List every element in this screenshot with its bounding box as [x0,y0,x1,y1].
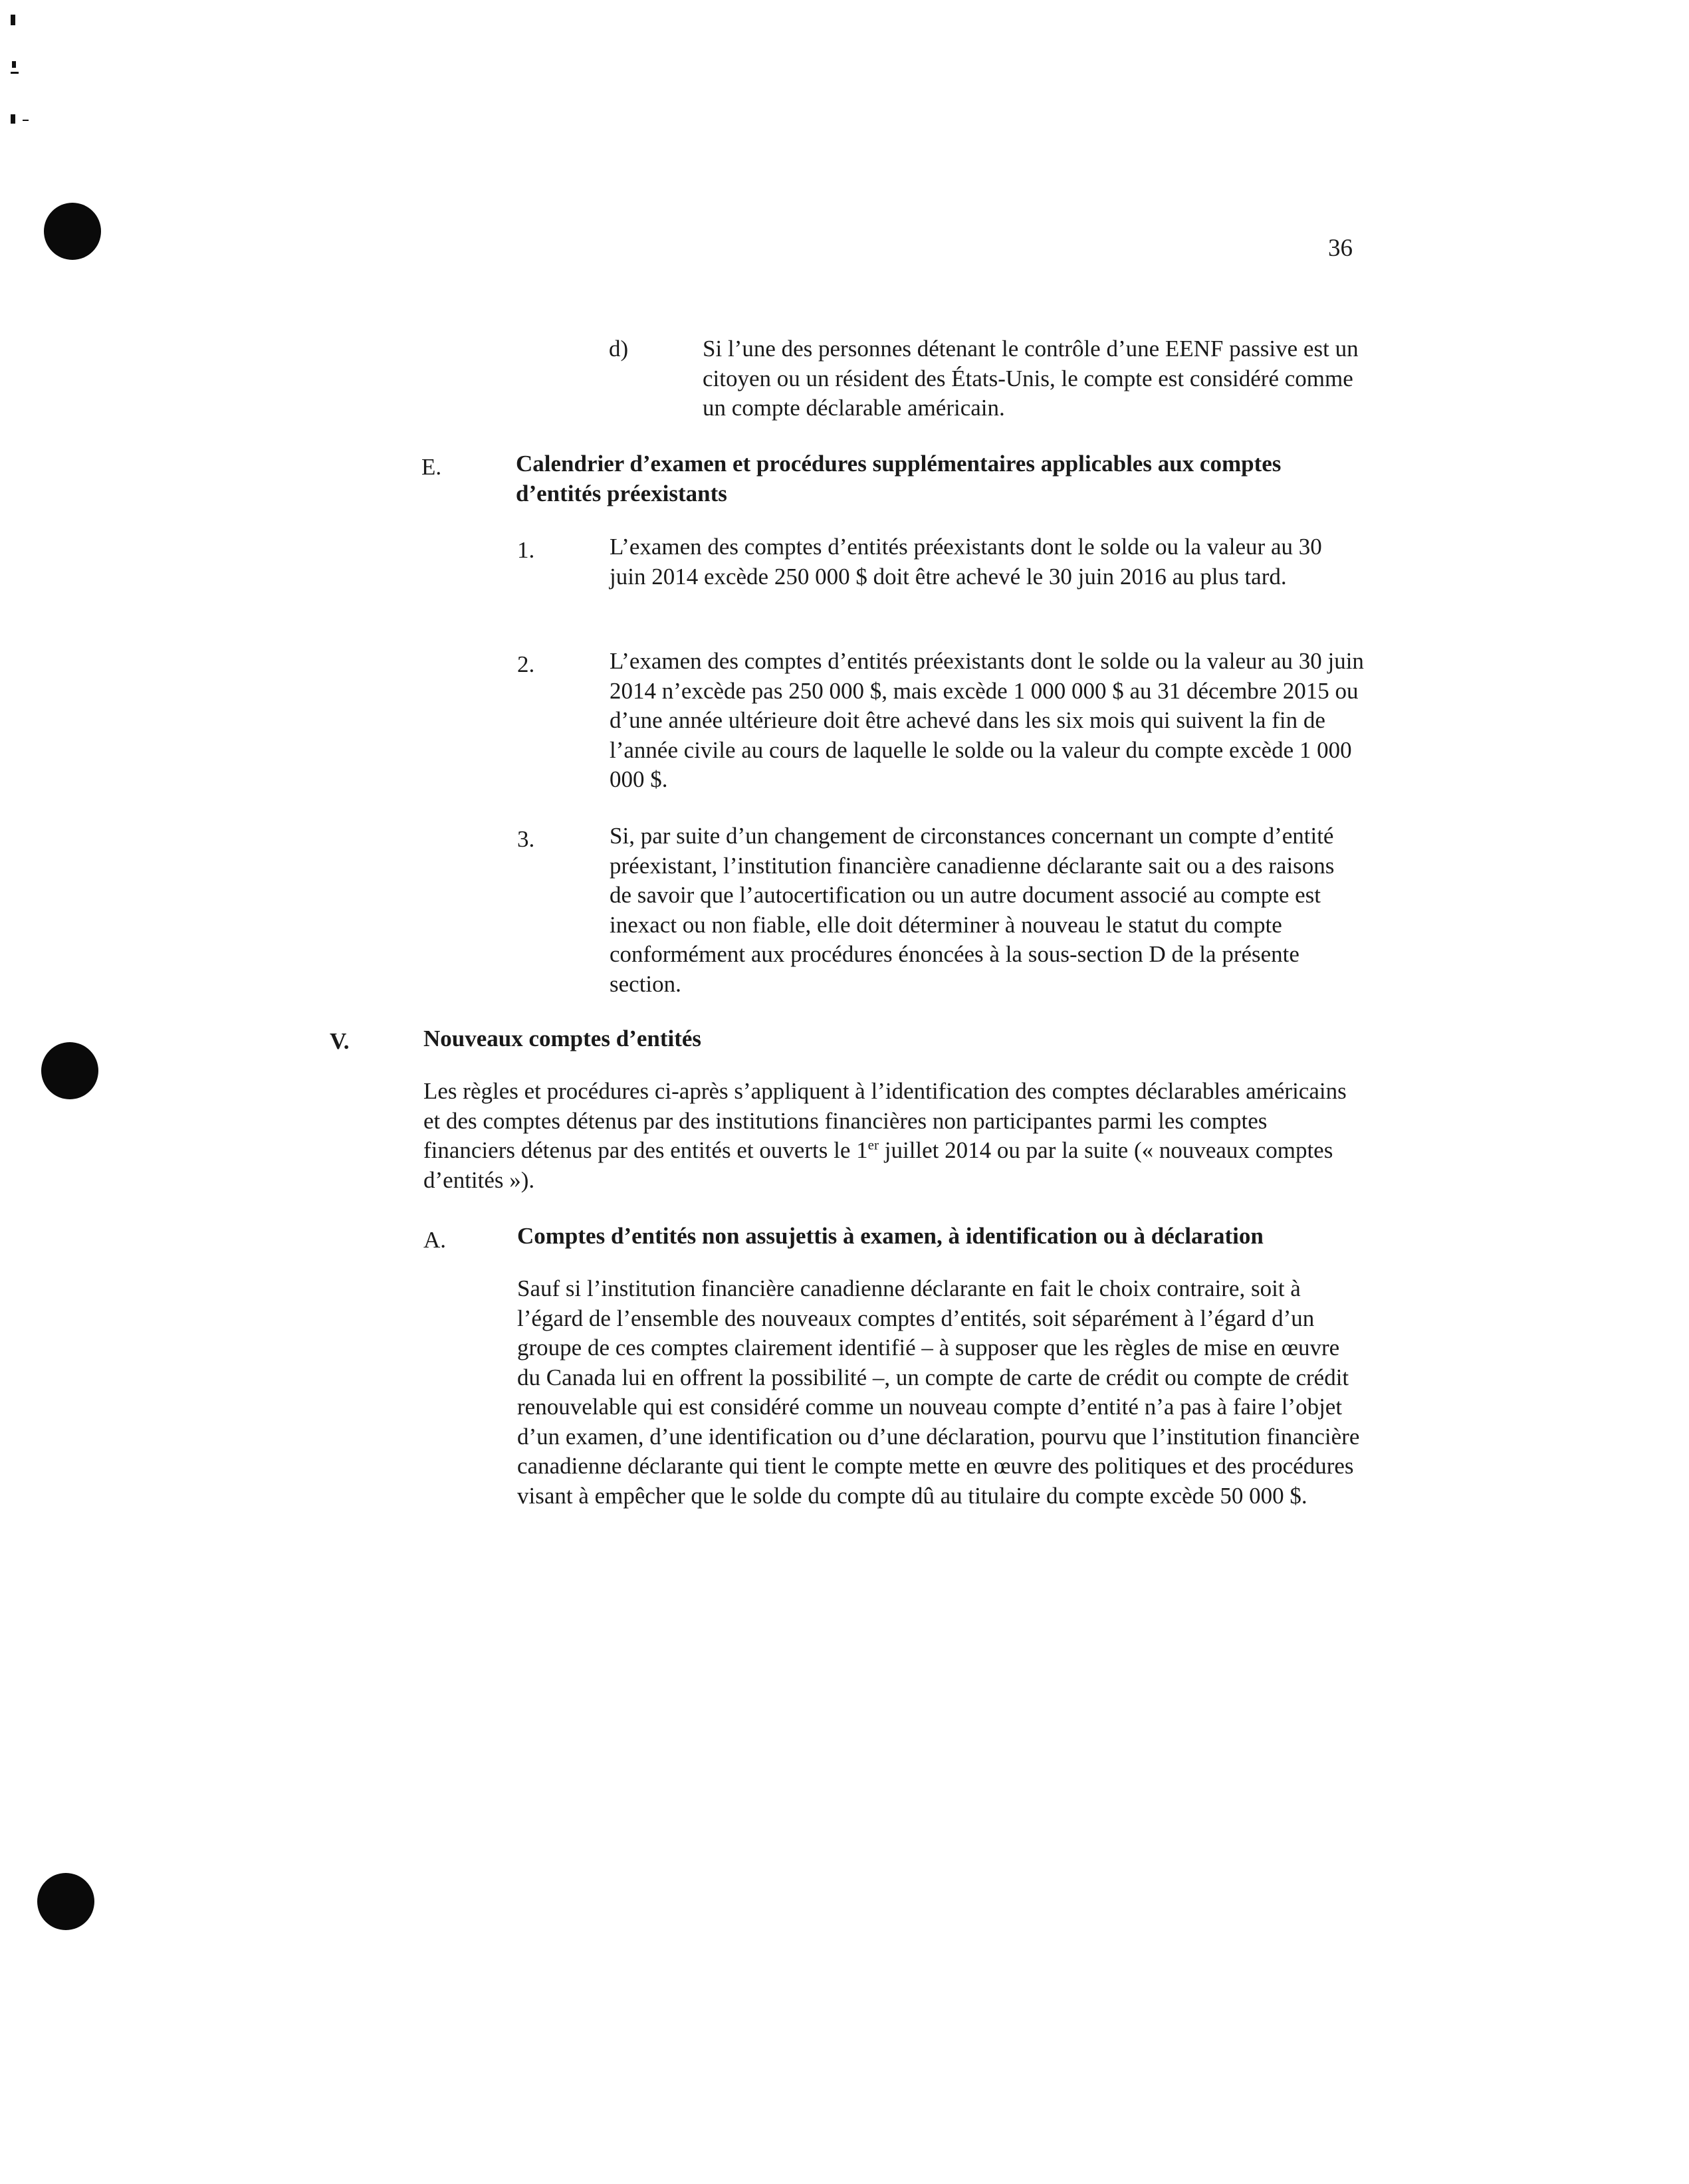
section-v-intro-text: Les règles et procédures ci-après s’appliquent à l’identification des comptes déclarables américains et des comptes détenus par des institutions financières non participantes parmi les comptes financiers détenus par des entités et ouverts le 1 [423,1078,1347,1163]
section-v-label: V. [330,1028,350,1054]
binder-hole [37,1873,94,1930]
scan-mark [11,72,19,74]
binder-hole [44,203,101,260]
section-e-item-1-label: 1. [517,537,535,563]
scan-mark [12,61,16,68]
section-e-item-1-text: L’examen des comptes d’entités préexistants dont le solde ou la valeur au 30 juin 2014 excède 250 000 $ doit être achevé le 30 juin 2016 au plus tard. [610,534,1322,590]
section-e-item-2-label: 2. [517,651,535,677]
section-e-item-2-text: L’examen des comptes d’entités préexistants dont le solde ou la valeur au 30 juin 2014 n’excède pas 250 000 $, mais excède 1 000 000 $ au 31 décembre 2015 ou d’une année ultérieure doit être achevé dans les six mois qui suivent la fin de l’année civile au cours de laquelle le solde ou la valeur du compte excède 1 000 000 $. [610,648,1364,792]
subsection-a-heading: Comptes d’entités non assujettis à examen, à identification ou à déclaration [517,1223,1264,1249]
section-v-intro-superscript: er [867,1137,879,1153]
binder-hole [41,1042,98,1099]
section-e-item-3-text: Si, par suite d’un changement de circonstances concernant un compte d’entité préexistant, l’institution financière canadienne déclarante sait ou a des raisons de savoir que l’autocertification ou un autre document associé au compte est inexact ou non fiable, elle doit déterminer à nouveau le statut du compte conformément aux procédures énoncées à la sous-section D de la présente section. [610,823,1335,997]
section-e-heading: Calendrier d’examen et procédures supplémentaires applicables aux comptes d’entités préexistants [516,451,1282,506]
scan-mark [11,114,15,124]
subsection-a-text: Sauf si l’institution financière canadienne déclarante en fait le choix contraire, soit à l’égard de l’ensemble des nouveaux comptes d’entités, soit séparément à l’égard d’un groupe de ces comptes clairement identifié – à supposer que les règles de mise en œuvre du Canada lui en offrent la possibilité –, un compte de carte de crédit ou compte de crédit renouvelable qui est considéré comme un nouveau compte d’entité n’a pas à faire l’objet d’un examen, d’une identification ou d’une déclaration, pourvu que l’institution financière canadienne déclarante qui tient le compte mette en œuvre des politiques et des procédures visant à empêcher que le solde du compte dû au titulaire du compte excède 50 000 $. [517,1275,1360,1509]
item-d-label: d) [609,336,629,362]
section-e-item-3-label: 3. [517,826,535,852]
scan-mark [11,15,15,25]
subsection-a-label: A. [423,1227,447,1253]
page-number: 36 [1328,235,1353,262]
scan-mark [23,120,29,121]
section-e-label: E. [421,454,442,480]
section-v-intro [423,1077,1361,1195]
section-v-heading: Nouveaux comptes d’entités [423,1026,702,1051]
item-d-text: Si l’une des personnes détenant le contrôle d’une EENF passive est un citoyen ou un résident des États-Unis, le compte est considéré comme un compte déclarable américain. [703,336,1359,421]
section-v-intro-text-end: juillet 2014 ou par la suite (« nouveaux comptes d’entités »). [423,1137,1333,1193]
